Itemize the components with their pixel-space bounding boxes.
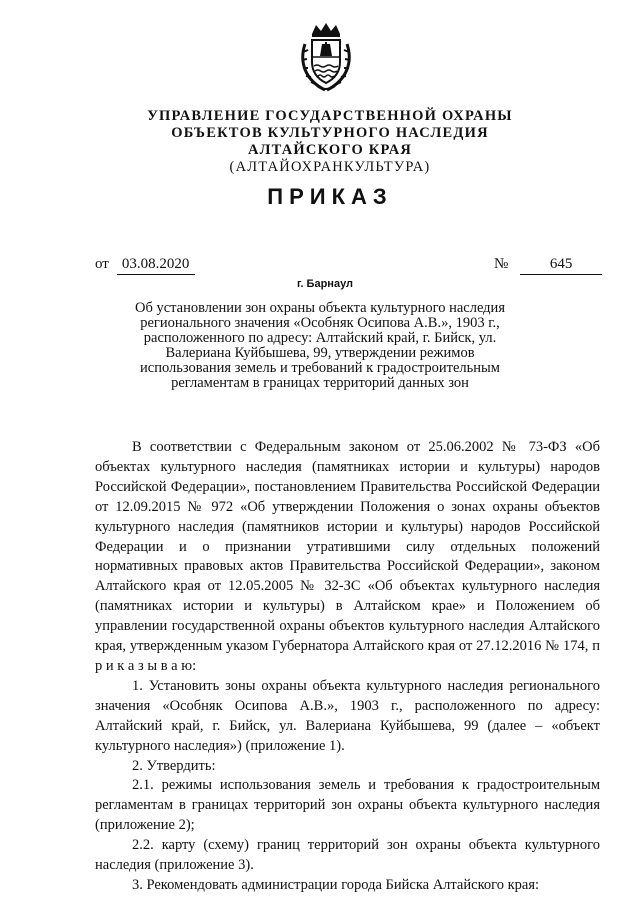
number-prefix: № <box>494 256 509 272</box>
item-2-2-paragraph: 2.2. карту (схему) границ территорий зон охраны объекта культурного наследия (приложение 3). <box>95 837 600 874</box>
city-label: г. Барнаул <box>296 278 354 290</box>
date-block <box>95 256 195 275</box>
item-2-paragraph: 2. Утвердить: <box>132 757 216 774</box>
document-type-title: ПРИКАЗ <box>267 184 393 209</box>
org-name-line2: ОБЪЕКТОВ КУЛЬТУРНОГО НАСЛЕДИЯ <box>171 125 489 141</box>
org-name-line1: УПРАВЛЕНИЕ ГОСУДАРСТВЕННОЙ ОХРАНЫ <box>147 108 513 124</box>
document-subject: Об установлении зон охраны объекта культурного наследия регионального значения «Особняк Осипова А.В.», 1903 г., расположенного по адресу: Алтайский край, г. Бийск, ул. Валериана Куйбышева, 99, утверждении режимов использования земель и требований к градостроительным регламентам в границах территорий данных зон <box>135 300 505 391</box>
item-1-paragraph: 1. Установить зоны охраны объекта культурного наследия регионального значения «Особняк Осипова А.В.», 1903 г., расположенного по адресу: Алтайский край, г. Бийск, ул. Валериана Куйбышева, 99 (далее – «объект культурного наследия») (приложение 1). <box>95 677 600 754</box>
document-number: 645 <box>520 256 602 275</box>
coat-of-arms-icon <box>297 22 355 94</box>
document-body <box>95 438 600 896</box>
org-short-name: (АЛТАЙОХРАНКУЛЬТУРА) <box>229 159 431 175</box>
document-date: 03.08.2020 <box>117 256 195 275</box>
number-block <box>494 256 602 275</box>
item-2-1-paragraph: 2.1. режимы использования земель и требования к градостроительным регламентам в границах территорий зон охраны объекта культурного наследия (приложение 2); <box>95 777 600 834</box>
preamble-paragraph: В соответствии с Федеральным законом от 25.06.2002 № 73-ФЗ «Об объектах культурного наследия (памятниках истории и культуры) народов Российской Федерации», постановлением Правительства Российской Федерации от 12.09.2015 № 972 «Об утверждении Положения о зонах охраны объектов культурного наследия (памятников истории и культуры) народов Российской Федерации и о признании утратившими силу отдельных положений нормативных правовых актов Правительства Российской Федерации», законом Алтайского края от 12.05.2005 № 32-ЗС «Об объектах культурного наследия (памятниках истории и культуры) в Алтайском крае» и Положением об управлении государственной охраны объектов культурного наследия Алтайского края, утвержденным указом Губернатора Алтайского края от 27.12.2016 № 174, п р и к а з ы в а ю: <box>95 439 600 674</box>
org-name-line3: АЛТАЙСКОГО КРАЯ <box>247 142 413 158</box>
item-3-paragraph: 3. Рекомендовать администрации города Бийска Алтайского края: <box>132 876 540 893</box>
date-prefix: от <box>95 256 109 272</box>
